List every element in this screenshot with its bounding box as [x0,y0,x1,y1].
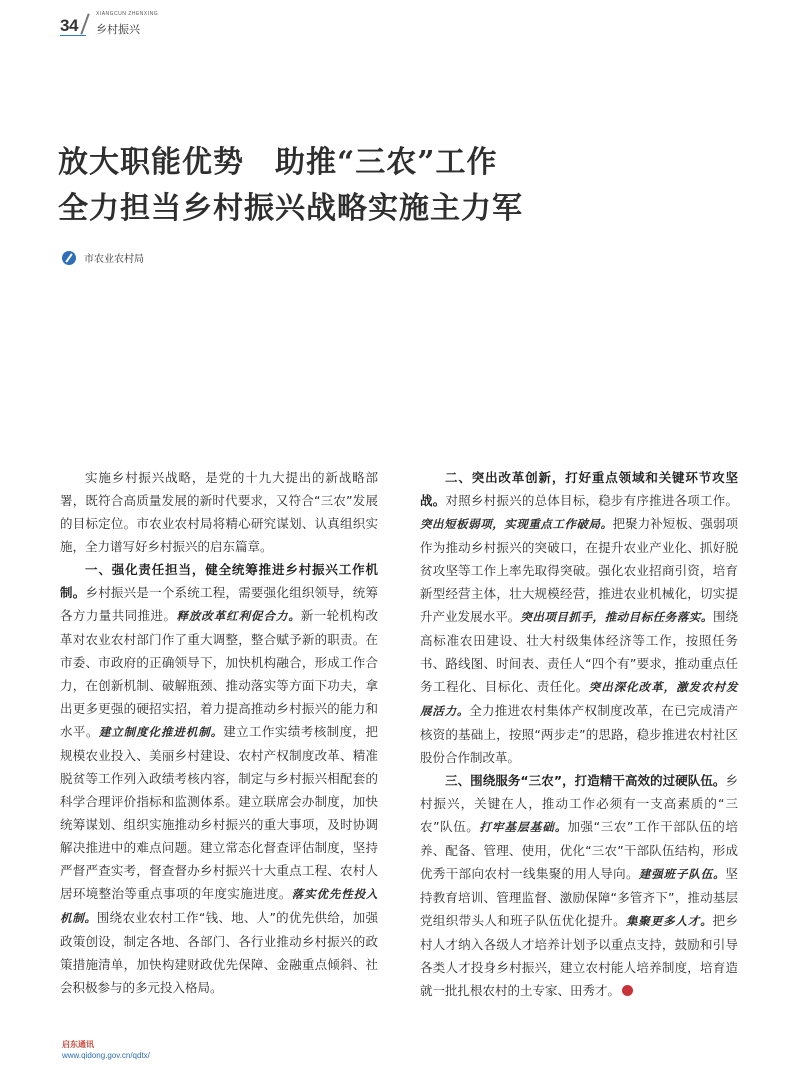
key-phrase: 建立制度化推进机制。 [98,725,224,739]
body-text: 对照乡村振兴的总体目标，稳步有序推进各项工作。 [445,493,738,508]
body-text: 乡村振兴，关键在人，推动工作必须有一支高素质的“三农”队伍。 [420,773,738,834]
body-text: 乡村振兴是一个系统工程，需要强化组织领导，统筹各方力量共同推进。 [60,585,378,623]
key-phrase: 建强班子队伍。 [638,867,726,881]
pen-icon [62,251,76,265]
author-name: 市农业农村局 [84,254,144,265]
page-footer [62,1040,150,1062]
end-mark-icon [622,985,633,996]
body-text: 围绕高标准农田建设、壮大村级集体经济等工作，按照任务书、路线图、时间表、责任人“四个有”要求，推动重点任务工程化、目标化、责任化。 [420,609,738,694]
right-column [420,466,738,1002]
body-text: 建立工作实绩考核制度，把规模农业投入、美丽乡村建设、农村产权制度改革、精准脱贫等工作列入政绩考核内容，制定与乡村振兴相配套的科学合理评价指标和监测体系。建立联席会办制度，加快统筹谋划、组织实施推动乡村振兴的重大事项，及时协调解决推进中的难点问题。建立常态化督查评估制度，坚持严督严查实考，督查督办乡村振兴十大重点工程、农村人居环境整治等重点事项的年度实施进度。 [60,724,378,901]
key-phrase: 突出项目抓手，推动目标任务落实。 [520,610,713,624]
key-phrase: 释放改革红利促合力。 [176,609,301,623]
section-3-paragraph [420,769,738,1002]
byline [62,250,144,265]
body-text: 加强“三农”工作干部队伍的培养、配备、管理、使用，优化“三农”干部队伍结构，形成优秀干部向农村一线集聚的用人导向。 [420,819,738,881]
page-number: 34 [60,16,78,35]
header-divider [80,13,89,34]
key-phrase: 集聚更多人才。 [625,914,713,928]
section-2-heading: 二、突出改革创新，打好重点领域和关键环节攻坚战。 [420,470,738,508]
section-1-paragraph [60,558,378,999]
section-1-heading: 一、强化责任担当，健全统筹推进乡村振兴工作机制。 [60,562,378,600]
section-title: 乡村振兴 [96,23,140,36]
running-header [60,10,260,36]
key-phrase: 突出深化改革，激发农村发展活力。 [420,680,738,718]
section-pinyin: XIANGCUN ZHENXING [96,11,159,17]
key-phrase: 突出短板弱项，实现重点工作破局。 [420,517,613,531]
title-line-1: 放大职能优势 助推“三农”工作 [58,145,498,180]
body-text: 新一轮机构改革对农业农村部门作了重大调整，整合赋予新的职责。在市委、市政府的正确领导下，加快机构融合，形成工作合力，在创新机制、破解瓶颈、推动落实等方面下功夫，拿出更多更强的硬招实招，着力提高推动乡村振兴的能力和水平。 [60,608,378,739]
body-text: 坚持教育培训、管理监督、激励保障“多管齐下”，推动基层党组织带头人和班子队伍优化提升。 [420,866,738,928]
footer-brand: 启东通讯 [62,1040,94,1049]
body-text: 把乡村人才纳入各级人才培养计划予以重点支持，鼓励和引导各类人才投身乡村振兴，建立农村能人培养制度，培育造就一批扎根农村的土专家、田秀才。 [420,913,738,998]
title-line-2: 全力担当乡村振兴战略实施主力军 [58,191,523,226]
intro-paragraph [60,466,378,558]
left-column [60,466,378,999]
article-title [58,140,658,232]
footer-url-link[interactable]: www.qidong.gov.cn/qdtx/ [62,1051,150,1060]
section-2-paragraph [420,466,738,769]
body-text: 围绕农业农村工作“钱、地、人”的优先供给，加强政策创设，制定各地、各部门、各行业推动乡村振兴的政策措施清单，加快构建财政优先保障、金融重点倾斜、社会积极参与的多元投入格局。 [60,910,379,995]
section-3-heading: 三、围绕服务“三农”，打造精干高效的过硬队伍。 [445,773,726,788]
key-phrase: 落实优先性投入机制。 [60,887,378,925]
header-rule [60,35,86,36]
body-text: 把聚力补短板、强弱项作为推动乡村振兴的突破口，在提升农业产业化、抓好脱贫攻坚等工作上率先取得突破。强化农业招商引资，培育新型经营主体，壮大规模经营，推进农业机械化，切实提升产业发展水平。 [420,516,738,624]
key-phrase: 打牢基层基础。 [479,820,568,834]
body-text: 全力推进农村集体产权制度改革，在已完成清产核资的基础上，按照“两步走”的思路，稳步推进农村社区股份合作制改革。 [420,703,738,765]
intro-text: 实施乡村振兴战略，是党的十九大提出的新战略部署，既符合高质量发展的新时代要求，又符合“三农”发展的目标定位。市农业农村局将精心研究谋划、认真组织实施，全力谱写好乡村振兴的启东篇章。 [60,470,378,554]
